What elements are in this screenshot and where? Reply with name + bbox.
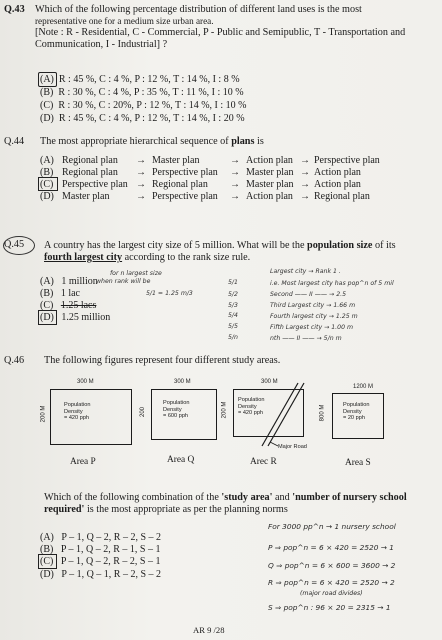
q45-note-right-4: Third Largest city → 1.66 m <box>270 302 356 309</box>
q46-option-b[interactable]: (B) P – 1, Q – 2, R – 1, S – 1 <box>40 544 161 555</box>
q45-note-right-6: Fifth Largest city → 1.00 m <box>270 324 354 331</box>
q43-option-d[interactable]: (D) R : 45 %, C : 4 %, P : 12 %, T : 14 %, I : 20 % <box>40 113 245 124</box>
option-text: (D) <box>40 191 54 202</box>
q46-note-1: For 3000 pp^n → 1 nursery school <box>268 522 396 531</box>
q46-option-a[interactable]: (A) P – 1, Q – 2, R – 2, S – 2 <box>40 532 162 543</box>
answer-mark-q45 <box>38 310 57 325</box>
area-q-label: Population Density = 600 pph <box>163 400 190 420</box>
major-road-label: Major Road <box>278 444 307 450</box>
option-text: Regional plan <box>62 155 118 166</box>
area-p-name: Area P <box>70 457 96 467</box>
option-text: Regional plan <box>314 191 370 202</box>
q43-line3: [Note : R - Residential, C - Commercial, P - Public and Semipublic, T - Transportation and <box>35 27 406 38</box>
option-text: Master plan <box>246 167 294 178</box>
q45-option-a[interactable]: (A) 1 million <box>40 276 98 287</box>
arrow-icon: → <box>300 179 310 190</box>
q45-line2: fourth largest city according to the rank size rule. <box>44 252 251 263</box>
q43-line1: Which of the following percentage distribution of different land uses is the most <box>35 4 362 15</box>
q46-option-c[interactable]: (C) P – 1, Q – 2, R – 2, S – 1 <box>40 556 161 567</box>
q45-note-right-7: nth —— II —— → 5/n m <box>270 335 342 342</box>
q45-note-mid-2: 5/2 <box>228 291 238 298</box>
option-text: Action plan <box>246 155 293 166</box>
q43-line4: Communication, I - Industrial] ? <box>35 39 168 50</box>
area-r-top-dim: 300 M <box>261 379 278 385</box>
area-q-top-dim: 300 M <box>174 379 191 385</box>
option-text: (A) <box>40 155 54 166</box>
area-r-side-dim: 200 M <box>221 401 228 419</box>
option-text: Regional plan <box>152 179 208 190</box>
option-text: Regional plan <box>62 167 118 178</box>
arrow-icon: → <box>230 155 240 166</box>
q45-option-c[interactable]: (C) 1.25 lacs <box>40 300 97 311</box>
arrow-icon: → <box>230 191 240 202</box>
option-text: Perspective plan <box>152 167 218 178</box>
q43-number: Q.43 <box>4 4 25 15</box>
area-q-side-dim: 200 <box>140 406 147 418</box>
arrow-icon: → <box>136 179 146 190</box>
arrow-icon: → <box>136 191 146 202</box>
q46-note-3: Q ⇒ pop^n = 6 × 600 = 3600 → 2 <box>268 561 396 570</box>
q46-note-4: R ⇒ pop^n = 6 × 420 = 2520 → 2 <box>268 578 395 587</box>
q46-stem: The following figures represent four different study areas. <box>44 355 281 366</box>
q43-option-c[interactable]: (C) R : 30 %, C : 20%, P : 12 %, T : 14 %, I : 10 % <box>40 100 247 111</box>
area-q-name: Area Q <box>167 455 195 465</box>
q46-note-2: P ⇒ pop^n = 6 × 420 = 2520 → 1 <box>268 543 395 552</box>
option-text: Perspective plan <box>152 191 218 202</box>
arrow-icon: → <box>230 167 240 178</box>
q45-circle-mark <box>3 236 35 255</box>
option-text: Action plan <box>314 167 361 178</box>
answer-mark-q44 <box>38 177 58 191</box>
area-s-label: Population Density = 20 pph <box>343 402 370 422</box>
q45-note-mid-3: 5/3 <box>228 302 238 309</box>
q46-note-6: S ⇒ pop^n : 96 × 20 = 2315 → 1 <box>268 603 391 612</box>
option-text: Master plan <box>62 191 110 202</box>
q45-note-right-2: i.e. Most largest city has pop^n of 5 mil <box>270 280 394 287</box>
arrow-icon: → <box>230 179 240 190</box>
q45-note-right-5: Fourth largest city → 1.25 m <box>270 313 358 320</box>
area-p-label: Population Density = 420 pph <box>64 402 91 422</box>
arrow-icon: → <box>136 167 146 178</box>
q45-note-mid-1: 5/1 <box>228 279 238 286</box>
q46-option-d[interactable]: (D) P – 1, Q – 1, R – 2, S – 2 <box>40 569 162 580</box>
q45-line1: A country has the largest city size of 5 million. What will be the population size of its <box>44 240 396 251</box>
answer-mark-q43 <box>38 72 57 87</box>
area-s-side-dim: 800 M <box>319 404 326 422</box>
q43-option-a[interactable]: (A) R : 45 %, C : 4 %, P : 12 %, T : 14 %, I : 8 % <box>40 74 240 85</box>
q44-number: Q.44 <box>4 136 25 147</box>
option-text: Master plan <box>152 155 200 166</box>
q45-note-left-1: for n largest size <box>110 270 162 277</box>
q43-line2: representative one for a medium size urban area. <box>35 16 214 26</box>
q45-number: Q.45 <box>4 239 25 250</box>
option-text: (C) <box>40 179 54 190</box>
q45-note-mid-6: 5/n <box>228 334 238 341</box>
area-p-figure <box>50 389 132 445</box>
q45-note-right-3: Second —— II —— → 2.5 <box>270 291 347 298</box>
option-text: Action plan <box>314 179 361 190</box>
q46-question-line2: required' is the most appropriate as per the planning norms <box>44 504 288 515</box>
arrow-icon: → <box>300 191 310 202</box>
arrow-icon: → <box>136 155 146 166</box>
page-footer: AR 9 /28 <box>193 625 225 635</box>
q45-note-mid-5: 5/5 <box>228 323 238 330</box>
q43-option-b[interactable]: (B) R : 30 %, C : 4 %, P : 35 %, T : 11 %, I : 10 % <box>40 87 244 98</box>
q46-note-5: (major road divides) <box>300 590 363 597</box>
answer-mark-q46 <box>38 554 57 569</box>
arrow-icon: → <box>300 155 310 166</box>
q45-note-right-1: Largest city → Rank 1 . <box>270 268 341 275</box>
area-p-side-dim: 200 M <box>40 405 47 423</box>
area-p-top-dim: 300 M <box>77 379 94 385</box>
q44-stem: The most appropriate hierarchical sequence of plans is <box>40 136 264 147</box>
q45-note-left-2: when rank will be <box>96 278 151 285</box>
option-text: Action plan <box>246 191 293 202</box>
q45-option-d[interactable]: (D) 1.25 million <box>40 312 111 323</box>
option-text: Master plan <box>246 179 294 190</box>
area-s-name: Area S <box>345 458 371 468</box>
q45-note-left-3: 5/1 = 1.25 m/3 <box>146 290 193 297</box>
option-text: Perspective plan <box>62 179 128 190</box>
area-r-name: Arec R <box>250 457 277 467</box>
q45-option-b[interactable]: (B) 1 lac <box>40 288 80 299</box>
area-s-top-dim: 1200 M <box>353 384 374 390</box>
q46-number: Q.46 <box>4 355 25 366</box>
area-r-label: Population Density = 420 pph <box>238 397 265 417</box>
arrow-icon: → <box>300 167 310 178</box>
option-text: Perspective plan <box>314 155 380 166</box>
q45-note-mid-4: 5/4 <box>228 312 238 319</box>
q46-question-line1: Which of the following combination of the 'study area' and 'number of nursery school <box>44 492 407 503</box>
option-text: (B) <box>40 167 54 178</box>
